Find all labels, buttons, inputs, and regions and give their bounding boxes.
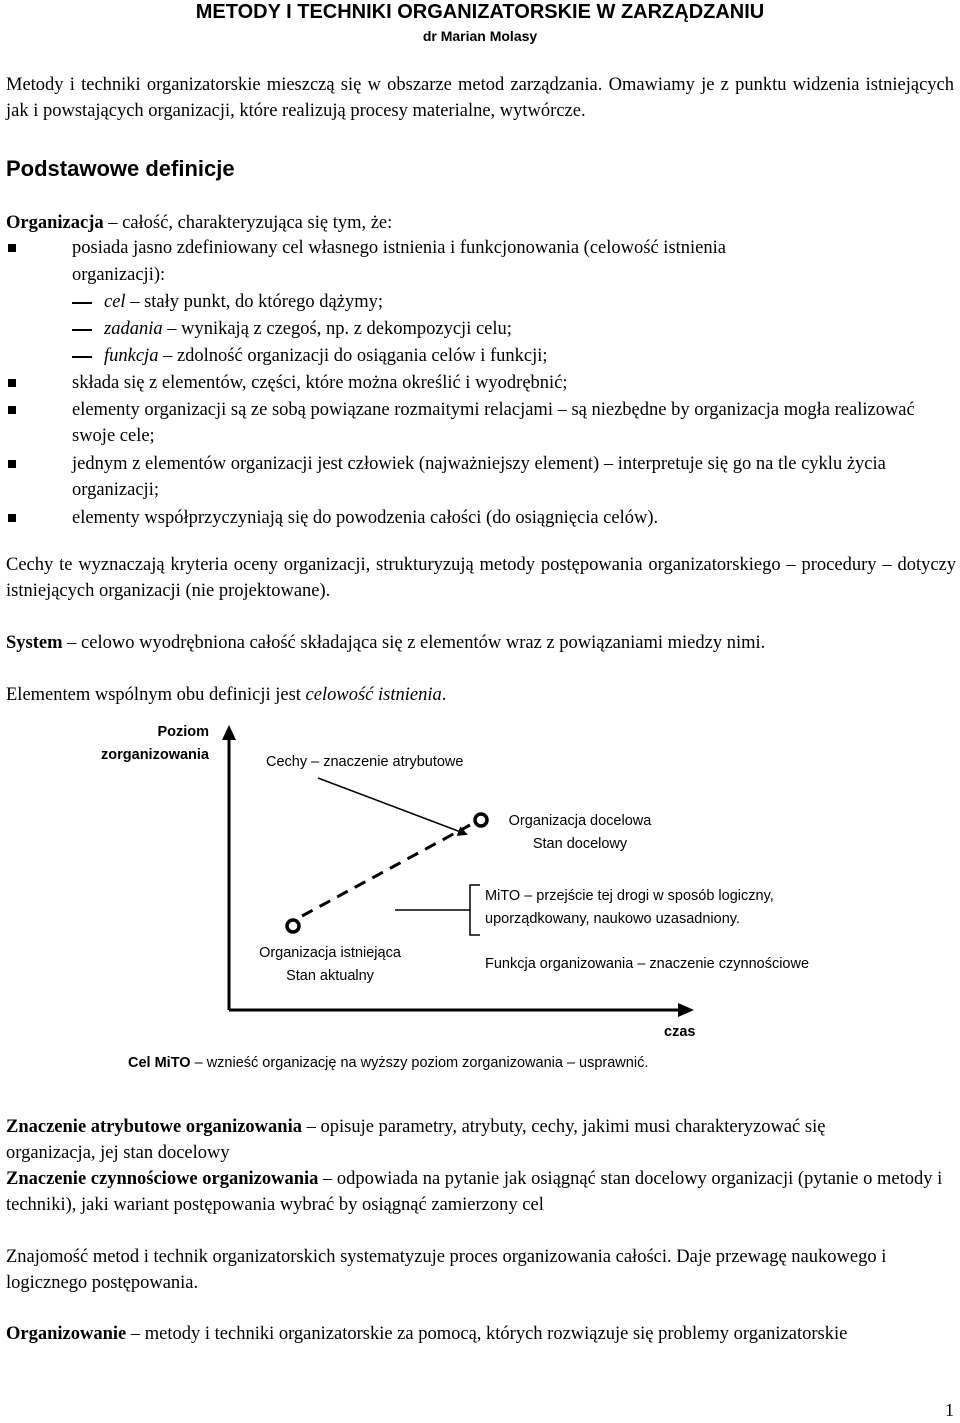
current-state-label (238, 942, 422, 988)
cel-mito-text: – wznieść organizację na wyższy poziom zorganizowania – usprawnić. (190, 1055, 649, 1071)
current-line-2: Stan aktualny (286, 968, 374, 984)
system-term: System (6, 633, 63, 653)
mito-bracket (470, 885, 480, 935)
cechy-label: Cechy – znaczenie atrybutowe (266, 754, 464, 770)
y-axis-label-2: zorganizowania (101, 747, 209, 763)
bullet-5: elementy współprzyczyniają się do powodzenia całości (do osiągnięcia celów). (72, 508, 659, 528)
bullet-1-line-1: posiada jasno zdefiniowany cel własnego istnienia i funkcjonowania (celowość istnienia (72, 238, 726, 258)
bullet-4: jednym z elementów organizacji jest człowiek (najważniejszy element) – interpretuje się go na tle cyklu życia organizacji; (72, 454, 886, 500)
sub-item-funkcja-text: – zdolność organizacji do osiągania celów i funkcji; (158, 346, 548, 366)
intro-paragraph: Metody i techniki organizatorskie mieszczą się w obszarze metod zarządzania. Omawiamy je z punktu widzenia istniejących jak i powstających organizacji, które realizują procesy materialne, wytwórcze. (6, 75, 954, 121)
mito-label (485, 885, 774, 931)
znaczenie-atrybutowe-text: – opisuje parametry, atrybuty, cechy, jakimi musi charakteryzować się organizacja, jej stan docelowy (6, 1117, 826, 1163)
current-state-marker-icon (287, 920, 299, 932)
cechy-paragraph: Cechy te wyznaczają kryteria oceny organizacji, strukturyzują metody postępowania organizatorskiego – procedury – dotyczy istniejących organizacji (nie projektowane). (6, 555, 956, 601)
znaczenie-czynnosciowe (6, 1166, 956, 1218)
cechy-arrow (318, 778, 466, 834)
x-axis-label: czas (664, 1024, 696, 1040)
document-author: dr Marian Molasy (422, 28, 538, 44)
y-axis-label-line-1: Poziom (157, 724, 209, 740)
target-line-2: Stan docelowy (532, 836, 628, 852)
organizacja-term: Organizacja (6, 213, 104, 233)
sub-item-zadania-term: zadania (104, 319, 163, 339)
znaczenie-atrybutowe-term: Znaczenie atrybutowe organizowania (6, 1117, 302, 1137)
section-heading: Podstawowe definicje (6, 156, 235, 181)
znaczenie-atrybutowe (6, 1114, 836, 1166)
znaczenie-czynnosciowe-text: – odpowiada na pytanie jak osiągnąć stan docelowy organizacji (pytanie o metody i techniki), jaki wariant postępowania wybrać by osiągnąć zamierzony cel (6, 1169, 943, 1215)
system-text: – celowo wyodrębniona całość składająca się z elementów wraz z powiązaniami miedzy nimi. (62, 633, 766, 653)
cel-mito-term: Cel MiTO (128, 1055, 191, 1071)
current-line-1: Organizacja istniejąca (259, 945, 401, 961)
sub-item-cel-text: – stały punkt, do którego dążymy; (125, 292, 383, 312)
element-wspolny-italic: celowość istnienia (305, 685, 442, 705)
document-title: METODY I TECHNIKI ORGANIZATORSKIE W ZARZĄDZANIU (195, 1, 765, 23)
element-wspolny-text: Elementem wspólnym obu definicji jest (6, 685, 306, 705)
organizacja-definition-text: – całość, charakteryzująca się tym, że: (103, 213, 393, 233)
x-axis-arrowhead (678, 1003, 694, 1017)
page-number: 1 (945, 1400, 954, 1420)
element-wspolny-end: . (441, 685, 447, 705)
sub-item-cel-term: cel (104, 292, 126, 312)
target-state-label (490, 810, 670, 856)
bullet-2: składa się z elementów, części, które można określić i wyodrębnić; (72, 373, 568, 393)
sub-item-zadania-text: – wynikają z czegoś, np. z dekompozycji celu; (162, 319, 512, 339)
bullet-1-line-2: organizacji): (72, 265, 166, 285)
cel-mito-line (128, 1053, 648, 1074)
target-state-marker-icon (475, 814, 487, 826)
sub-item-funkcja-term: funkcja (104, 346, 159, 366)
organizowanie-term: Organizowanie (6, 1324, 127, 1344)
organizowanie-definition (6, 1321, 956, 1347)
dashed-path (302, 825, 470, 916)
funkcja-label: Funkcja organizowania – znaczenie czynnościowe (485, 956, 810, 972)
bullet-3: elementy organizacji są ze sobą powiązane rozmaitymi relacjami – są niezbędne by organizacja mogła realizować swoje cele; (72, 400, 915, 446)
target-line-1: Organizacja docelowa (508, 813, 652, 829)
mito-line-2: uporządkowany, naukowo uzasadniony. (485, 911, 740, 927)
y-axis-arrowhead (222, 725, 236, 740)
y-axis-label (135, 722, 209, 743)
mito-line-1: MiTO – przejście tej drogi w sposób logiczny, (485, 888, 774, 904)
znaczenie-czynnosciowe-term: Znaczenie czynnościowe organizowania (6, 1169, 319, 1189)
organizowanie-text: – metody i techniki organizatorskie za pomocą, których rozwiązuje się problemy organizatorskie (126, 1324, 848, 1344)
znajomosc-paragraph: Znajomość metod i technik organizatorskich systematyzuje proces organizowania całości. Daje przewagę naukowego i logicznego postępowania. (6, 1247, 887, 1293)
